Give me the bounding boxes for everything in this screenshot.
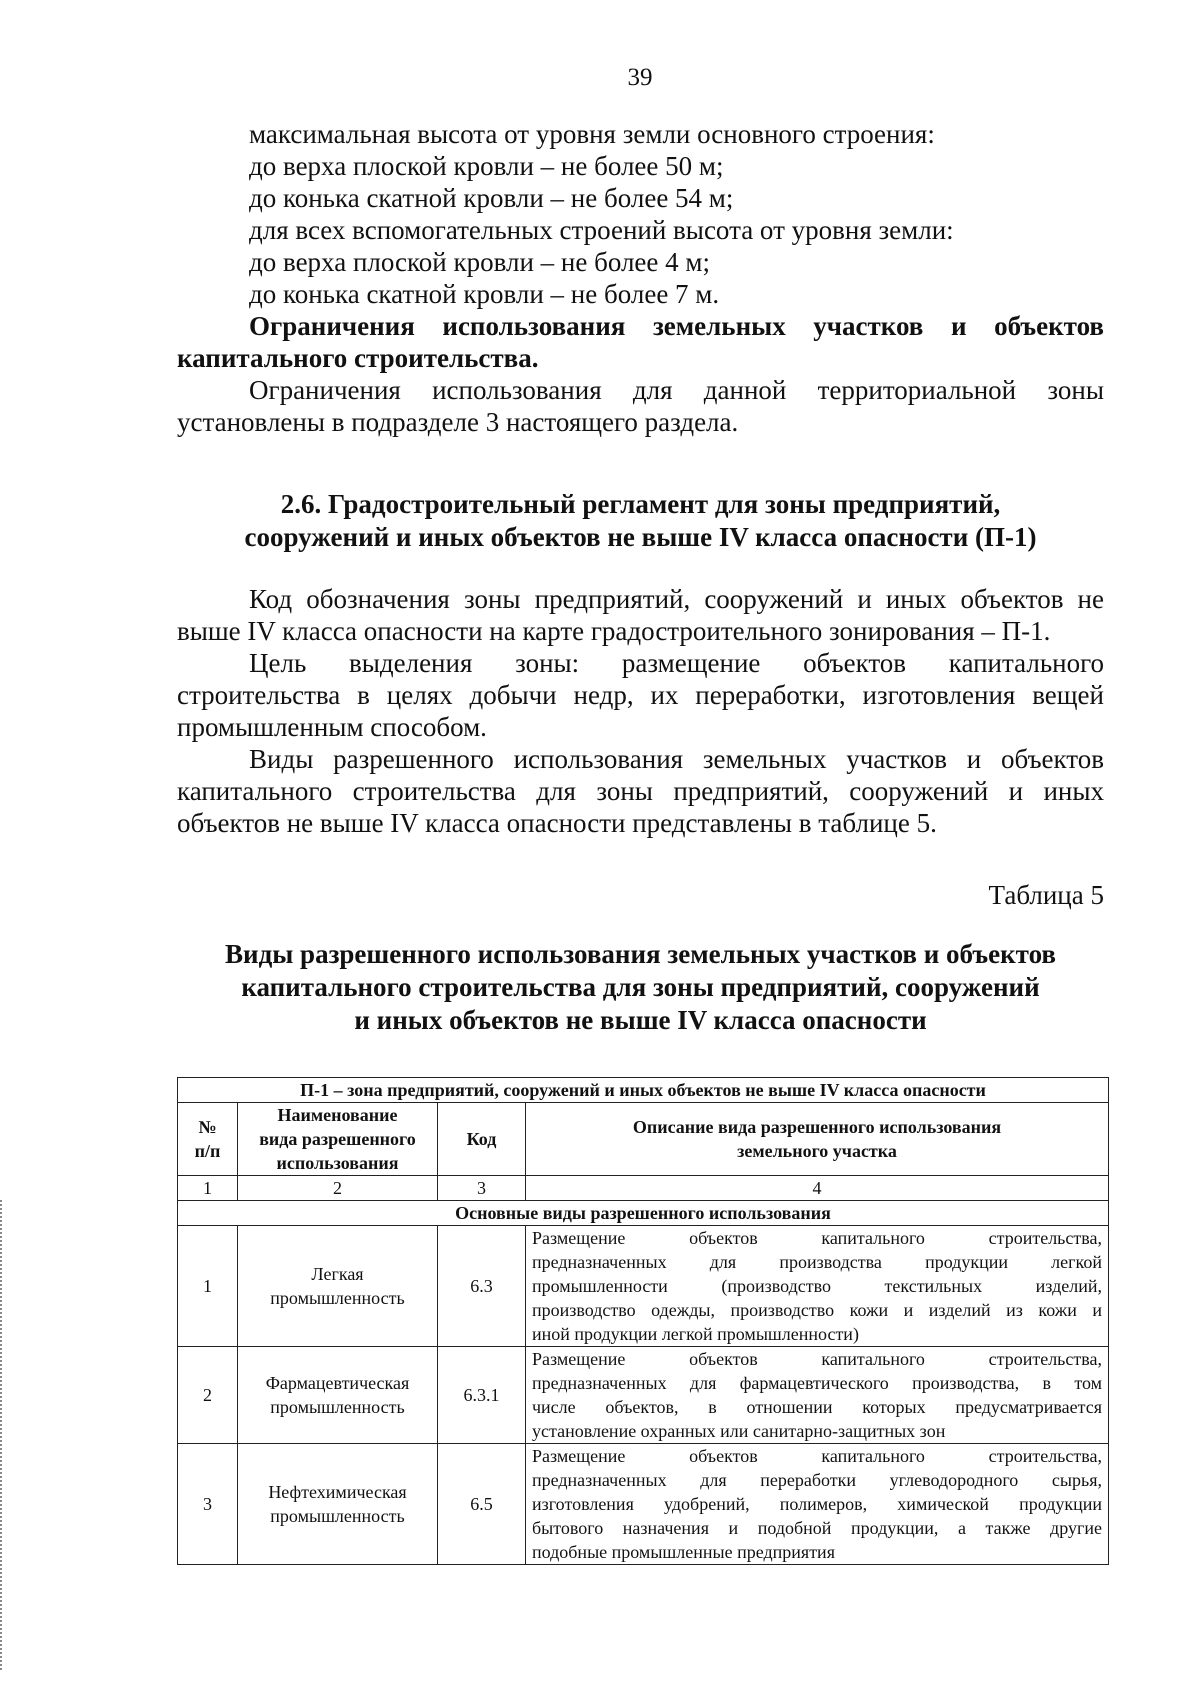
table-title-line: и иных объектов не выше IV класса опасности xyxy=(354,1005,927,1035)
desc-header-line: Описание вида разрешенного использования xyxy=(632,1117,1002,1137)
use-name-line: промышленность xyxy=(270,1288,405,1308)
row-use-name xyxy=(238,1226,438,1347)
restrictions-text-cont: установлены в подразделе 3 настоящего раздела. xyxy=(177,407,739,437)
paragraph-line: выше IV класса опасности на карте градостроительного зонирования – П-1. xyxy=(177,616,1051,646)
column-number: 1 xyxy=(178,1176,238,1201)
height-limit-line: для всех вспомогательных строений высота от уровня земли: xyxy=(249,215,954,245)
row-use-name xyxy=(238,1444,438,1565)
table-row xyxy=(178,1226,1109,1347)
section-heading-line: сооружений и иных объектов не выше IV класса опасности (П-1) xyxy=(244,522,1037,552)
column-number-row xyxy=(178,1176,1109,1201)
table-row xyxy=(178,1444,1109,1565)
paragraph-line: Цель выделения зоны: размещение объектов капитального xyxy=(249,648,1104,678)
desc-line: производство одежды, производство кожи и изделий из кожи и xyxy=(532,1300,1102,1320)
name-header xyxy=(238,1103,438,1176)
desc-line: Размещение объектов капитального строительства, xyxy=(532,1446,1102,1466)
zone-header-cell: П-1 – зона предприятий, сооружений и иных объектов не выше IV класса опасности xyxy=(178,1078,1109,1103)
height-limit-line: до верха плоской кровли – не более 4 м; xyxy=(249,247,710,277)
desc-line: предназначенных для фармацевтического производства, в том xyxy=(532,1373,1102,1393)
row-description xyxy=(526,1444,1109,1565)
desc-header xyxy=(526,1103,1109,1176)
desc-header-line: земельного участка xyxy=(737,1141,897,1161)
desc-line: предназначенных для производства продукции легкой xyxy=(532,1252,1102,1272)
row-code: 6.3.1 xyxy=(438,1347,526,1444)
table-title-line: капитального строительства для зоны предприятий, сооружений xyxy=(241,972,1040,1002)
use-name-line: промышленность xyxy=(270,1506,405,1526)
column-header-row xyxy=(178,1103,1109,1176)
num-header xyxy=(178,1103,238,1176)
desc-line: подобные промышленные предприятия xyxy=(532,1542,835,1562)
zone-header-row xyxy=(178,1078,1109,1103)
scan-edge-marks xyxy=(0,1200,5,1670)
height-limit-line: до верха плоской кровли – не более 50 м; xyxy=(249,151,724,181)
section-row xyxy=(178,1201,1109,1226)
name-header-line: Наименование xyxy=(277,1105,398,1125)
paragraph-line: капитального строительства для зоны предприятий, сооружений и иных xyxy=(177,776,1104,806)
row-code: 6.3 xyxy=(438,1226,526,1347)
section-heading xyxy=(177,488,1104,554)
restrictions-title: Ограничения использования земельных участков и объектов xyxy=(249,311,1104,341)
height-limit-line: максимальная высота от уровня земли основного строения: xyxy=(249,119,935,149)
desc-line: промышленности (производство текстильных изделий, xyxy=(532,1276,1102,1296)
table-title xyxy=(177,938,1104,1037)
height-limit-line: до конька скатной кровли – не более 7 м. xyxy=(249,279,720,309)
paragraph-line: Виды разрешенного использования земельных участков и объектов xyxy=(249,744,1104,774)
row-description xyxy=(526,1226,1109,1347)
use-name-line: Легкая xyxy=(311,1264,364,1284)
row-num: 2 xyxy=(178,1347,238,1444)
section-heading-line: 2.6. Градостроительный регламент для зоны предприятий, xyxy=(280,489,1001,519)
row-use-name xyxy=(238,1347,438,1444)
name-header-line: использования xyxy=(276,1153,399,1173)
paragraph-line: промышленным способом. xyxy=(177,712,487,742)
row-code: 6.5 xyxy=(438,1444,526,1565)
paragraph-line: строительства в целях добычи недр, их переработки, изготовления вещей xyxy=(177,680,1104,710)
use-name-line: Нефтехимическая xyxy=(268,1482,407,1502)
row-description xyxy=(526,1347,1109,1444)
row-num: 1 xyxy=(178,1226,238,1347)
zone-description-block xyxy=(177,583,1104,839)
desc-line: установление охранных или санитарно-защитных зон xyxy=(532,1421,946,1441)
num-header-line: п/п xyxy=(194,1141,221,1161)
desc-line: Размещение объектов капитального строительства, xyxy=(532,1228,1102,1248)
column-number: 2 xyxy=(238,1176,438,1201)
paragraph-line: Код обозначения зоны предприятий, сооружений и иных объектов не xyxy=(249,584,1104,614)
use-name-line: Фармацевтическая xyxy=(265,1373,410,1393)
restrictions-text: Ограничения использования для данной территориальной зоны xyxy=(249,375,1104,405)
paragraph-line: объектов не выше IV класса опасности представлены в таблице 5. xyxy=(177,808,937,838)
row-num: 3 xyxy=(178,1444,238,1565)
desc-line: бытового назначения и подобной продукции, а также другие xyxy=(532,1518,1102,1538)
column-number: 4 xyxy=(526,1176,1109,1201)
table-row xyxy=(178,1347,1109,1444)
desc-line: предназначенных для переработки углеводородного сырья, xyxy=(532,1470,1102,1490)
desc-line: числе объектов, в отношении которых предусматривается xyxy=(532,1397,1102,1417)
table-label: Таблица 5 xyxy=(988,880,1104,910)
page-number: 39 xyxy=(627,64,653,91)
use-name-line: промышленность xyxy=(270,1397,405,1417)
permitted-use-table xyxy=(177,1077,1109,1565)
desc-line: изготовления удобрений, полимеров, химической продукции xyxy=(532,1494,1102,1514)
restrictions-title-cont: капитального строительства. xyxy=(177,343,539,373)
desc-line: Размещение объектов капитального строительства, xyxy=(532,1349,1102,1369)
num-header-line: № xyxy=(198,1117,217,1137)
column-number: 3 xyxy=(438,1176,526,1201)
height-limits-block xyxy=(177,118,1104,438)
section-row-cell: Основные виды разрешенного использования xyxy=(178,1201,1109,1226)
height-limit-line: до конька скатной кровли – не более 54 м; xyxy=(249,183,734,213)
name-header-line: вида разрешенного xyxy=(259,1129,416,1149)
table-title-line: Виды разрешенного использования земельных участков и объектов xyxy=(225,939,1056,969)
code-header: Код xyxy=(438,1103,526,1176)
desc-line: иной продукции легкой промышленности) xyxy=(532,1324,859,1344)
